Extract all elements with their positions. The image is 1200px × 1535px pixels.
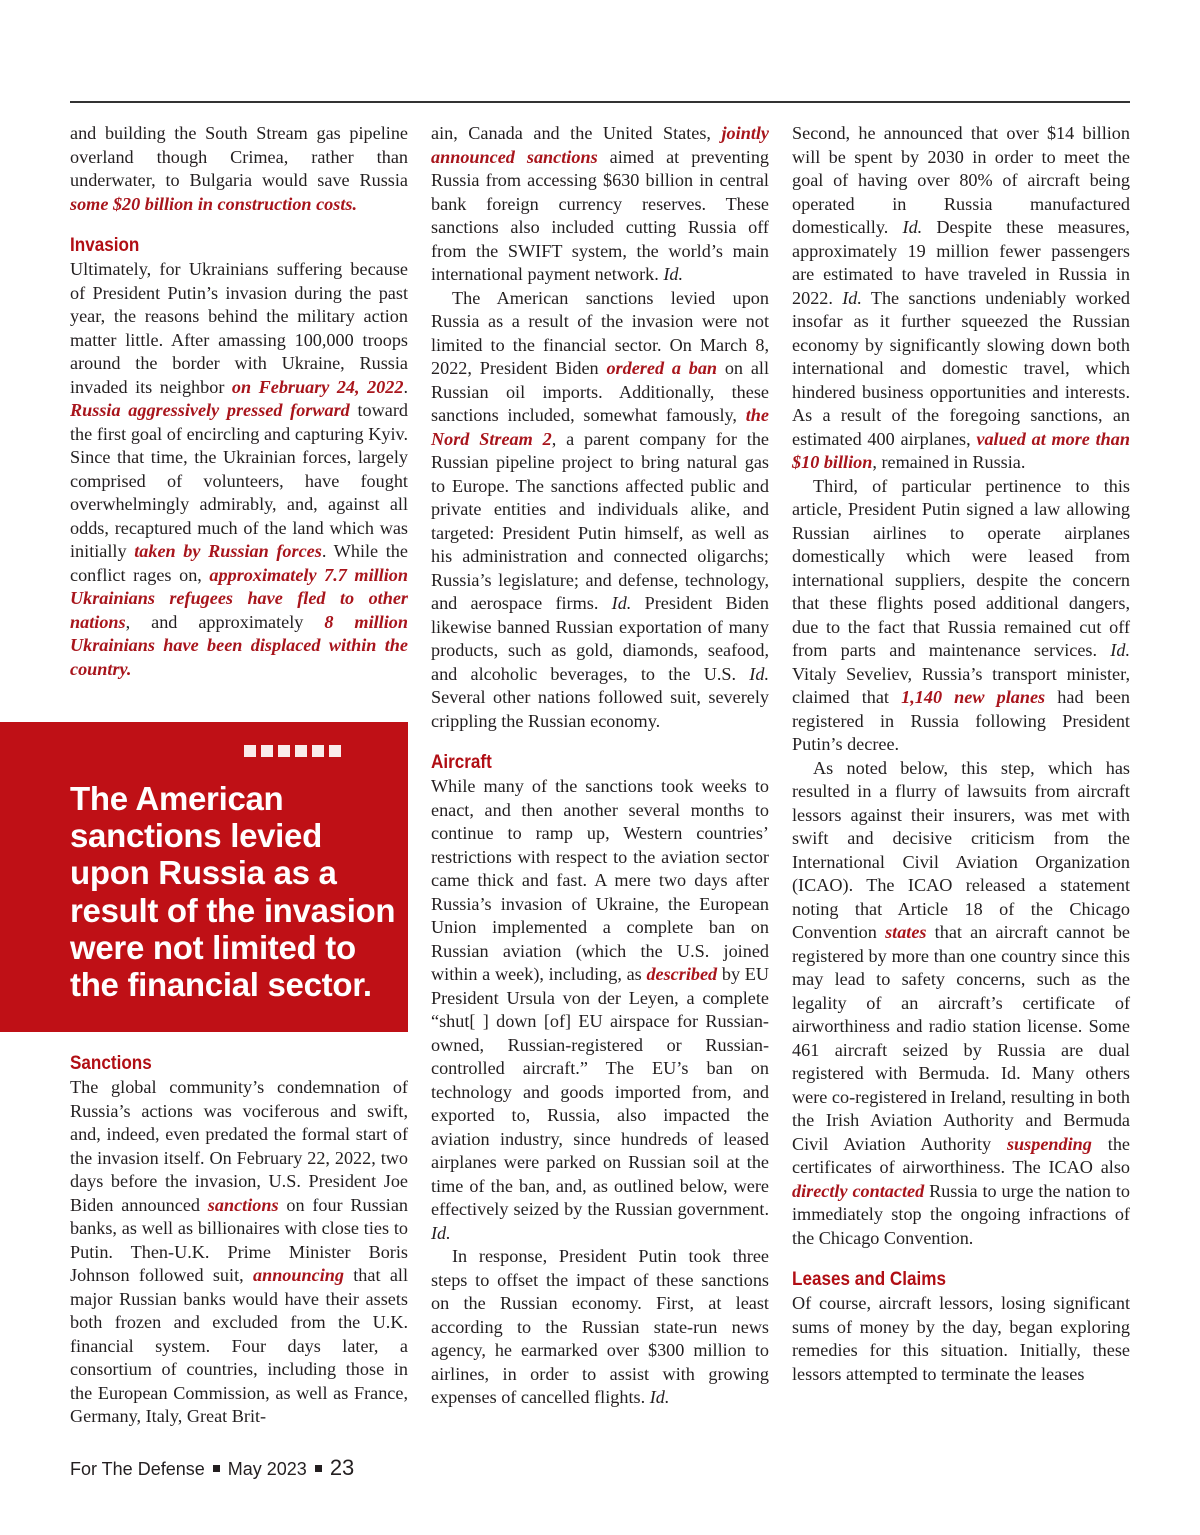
- leases-heading: Leases and Claims: [792, 1269, 946, 1290]
- invasion-heading: Invasion: [70, 235, 140, 256]
- link-described[interactable]: described: [646, 964, 718, 984]
- link-nord-stream-2[interactable]: the Nord Stream 2: [431, 405, 769, 449]
- paragraph: ain, Canada and the United States, jointly announced sanctions aimed at preventing Russia from accessing $630 billion in central bank foreign currency reserves. These sanctions also included cutting Russia off from the SWIFT system, the world’s main international payment network. Id.: [431, 123, 770, 284]
- link-1140-new-planes[interactable]: 1,140 new planes: [901, 687, 1046, 707]
- pull-quote-box: [0, 722, 408, 1032]
- square-icon: [244, 745, 256, 757]
- column-3: [792, 122, 1130, 1386]
- square-icon: [278, 745, 290, 757]
- square-icon: [261, 745, 273, 757]
- paragraph: The American sanctions levied upon Russia as a result of the invasion were not limited to the financial sector. On March 8, 2022, President Biden ordered a ban on all Russian oil imports. Additionally, these sanctions included, somewhat famously, the Nord Stream 2, a parent company for the Russian pipeline project to bring natural gas to Europe. The sanctions affected public and private entities and individuals alike, and targeted: President Putin himself, as well as his administration and connected oligarchs; Russia’s legislature; and defense, technology, and aerospace firms. Id. President Biden likewise banned Russian exportation of many products, such as gold, diamonds, seafood, and alcoholic beverages, to the U.S. Id. Several other nations followed suit, severely crippling the Russian economy.: [431, 287, 770, 731]
- link-south-stream-costs[interactable]: some $20 billion in construction costs.: [70, 193, 358, 214]
- link-russia-pressed-forward[interactable]: Russia aggressively pressed forward: [70, 400, 350, 420]
- paragraph: While many of the sanctions took weeks to enact, and then another several months to continue to ramp up, Western countries’ restrictions with respect to the aviation sector came thick and fast. A mere two days after Russia’s invasion of Ukraine, the European Union implemented a complete ban on Russian aviation (which the U.S. joined within a week), including, as described by EU President Ursula von der Leyen, a complete “shut[ ] down [of] EU airspace for Russian-owned, Russian-registered or Russian-controlled aircraft.” The EU’s ban on technology and goods imported from, and exported to, Russia, also impacted the aviation industry, since hundreds of leased airplanes were parked on Russian soil at the time of the ban, and, as outlined below, were effectively seized by the Russian government. Id.: [431, 776, 769, 1243]
- issue-date: May 2023: [227, 1459, 307, 1479]
- sanctions-section: [70, 1052, 408, 1429]
- link-feb-24[interactable]: on February 24, 2022: [231, 376, 404, 397]
- paragraph: Ultimately, for Ukrainians suffering because of President Putin’s invasion during the past year, the reasons behind the military action matter little. After amassing 100,000 troops around the border with Ukraine, Russia invaded its neighbor on February 24, 2022. Russia aggressively pressed forward toward the first goal of encircling and capturing Kyiv. Since that time, the Ukrainian forces, largely comprised of volunteers, have fought overwhelmingly admirably, and, against all odds, recaptured much of the land which was initially taken by Russian forces. While the conflict rages on, approximately 7.7 million Ukrainians refugees have fled to other nations, and approximately 8 million Ukrainians have been displaced within the country.: [70, 259, 409, 679]
- paragraph: As noted below, this step, which has resulted in a flurry of lawsuits from aircraft lessors against their insurers, was met with swift and decisive criticism from the International Civil Aviation Organization (ICAO). The ICAO released a statement noting that Article 18 of the Chicago Convention states that an aircraft cannot be registered by more than one country since this may lead to safety concerns, such as the legality of an aircraft’s certificate of airworthiness and radio station license. Some 461 aircraft seized by Russia are dual registered with Bermuda. Id. Many others were co-registered in Ireland, resulting in both the Irish Aviation Authority and Bermuda Civil Aviation Authority suspending the certificates of airworthiness. The ICAO also directly contacted Russia to urge the nation to immediately stop the ongoing infractions of the Chicago Convention.: [792, 757, 1131, 1248]
- sanctions-heading: Sanctions: [70, 1053, 152, 1074]
- top-rule: [70, 101, 1130, 103]
- link-directly-contacted[interactable]: directly contacted: [792, 1180, 925, 1201]
- page-number: 23: [329, 1455, 355, 1480]
- link-states[interactable]: states: [885, 922, 927, 942]
- pull-quote-text: The American sanctions levied upon Russia as a result of the invasion were not limited to the financial sector.: [70, 780, 396, 1004]
- paragraph: and building the South Stream gas pipeline overland though Crimea, rather than underwater, to Bulgaria would save Russia some $20 billion in construction costs.: [70, 123, 408, 214]
- link-displaced[interactable]: 8 million Ukrainians have been displaced within the country.: [70, 611, 409, 679]
- bullet-icon: [315, 1465, 322, 1472]
- paragraph: Second, he announced that over $14 billion will be spent by 2030 in order to meet the goal of having over 80% of aircraft being operated in Russia manufactured domestically. Id. Despite these measures, approximately 19 million fewer passengers are estimated to have traveled in Russia in 2022. Id. The sanctions undeniably worked insofar as it further squeezed the Russian economy by significantly slowing down both international and domestic travel, which hindered business opportunities and interests. As a result of the foregoing sanctions, an estimated 400 airplanes, valued at more than $10 billion, remained in Russia.: [792, 123, 1130, 472]
- paragraph: Of course, aircraft lessors, losing significant sums of money by the day, began exploring remedies for this situation. Initially, these lessors attempted to terminate the leases: [792, 1293, 1130, 1384]
- link-refugees[interactable]: approximately 7.7 million Ukrainians refugees have fled to other nations: [70, 564, 408, 632]
- link-ordered-a-ban[interactable]: ordered a ban: [606, 358, 718, 378]
- link-sanctions[interactable]: sanctions: [207, 1194, 279, 1215]
- page-footer: [70, 1453, 354, 1483]
- column-1: [70, 122, 408, 681]
- paragraph: In response, President Putin took three steps to offset the impact of these sanctions on the Russian economy. First, at least according to the Russian state-run news agency, he earmarked over $300 million to airlines, in order to assist with growing expenses of cancelled flights. Id.: [431, 1246, 769, 1407]
- link-announcing[interactable]: announcing: [252, 1265, 344, 1285]
- bullet-icon: [213, 1465, 220, 1472]
- aircraft-heading: Aircraft: [431, 752, 492, 773]
- paragraph: The global community’s condemnation of Russia’s actions was vociferous and swift, and, indeed, even predated the formal start of the invasion itself. On February 22, 2022, two days before the invasion, U.S. President Joe Biden announced sanctions on four Russian banks, as well as billionaires with close ties to Putin. Then-U.K. Prime Minister Boris Johnson followed suit, announcing that all major Russian banks would have their assets both frozen and excluded from the U.K. financial system. Four days later, a consortium of countries, including those in the European Commission, as well as France, Germany, Italy, Great Brit-: [70, 1077, 409, 1426]
- square-icon: [312, 745, 324, 757]
- publication-name: For The Defense: [70, 1459, 205, 1479]
- square-icon: [295, 745, 307, 757]
- link-valued-10-billion[interactable]: valued at more than $10 billion: [792, 428, 1130, 472]
- column-2: [431, 122, 769, 1410]
- decorative-squares: [244, 742, 346, 754]
- link-jointly-announced-sanctions[interactable]: jointly announced sanctions: [431, 123, 769, 167]
- paragraph: Third, of particular pertinence to this article, President Putin signed a law allowing Russian airlines to operate airplanes domestically which were leased from international suppliers, despite the concern that these flights posed additional dangers, due to the fact that Russia remained cut off from parts and maintenance services. Id. Vitaly Seveliev, Russia’s transport minister, claimed that 1,140 new planes had been registered in Russia following President Putin’s decree.: [792, 475, 1131, 754]
- square-icon: [329, 745, 341, 757]
- link-suspending[interactable]: suspending: [1006, 1133, 1092, 1154]
- link-taken-by-russian-forces[interactable]: taken by Russian forces: [134, 541, 322, 561]
